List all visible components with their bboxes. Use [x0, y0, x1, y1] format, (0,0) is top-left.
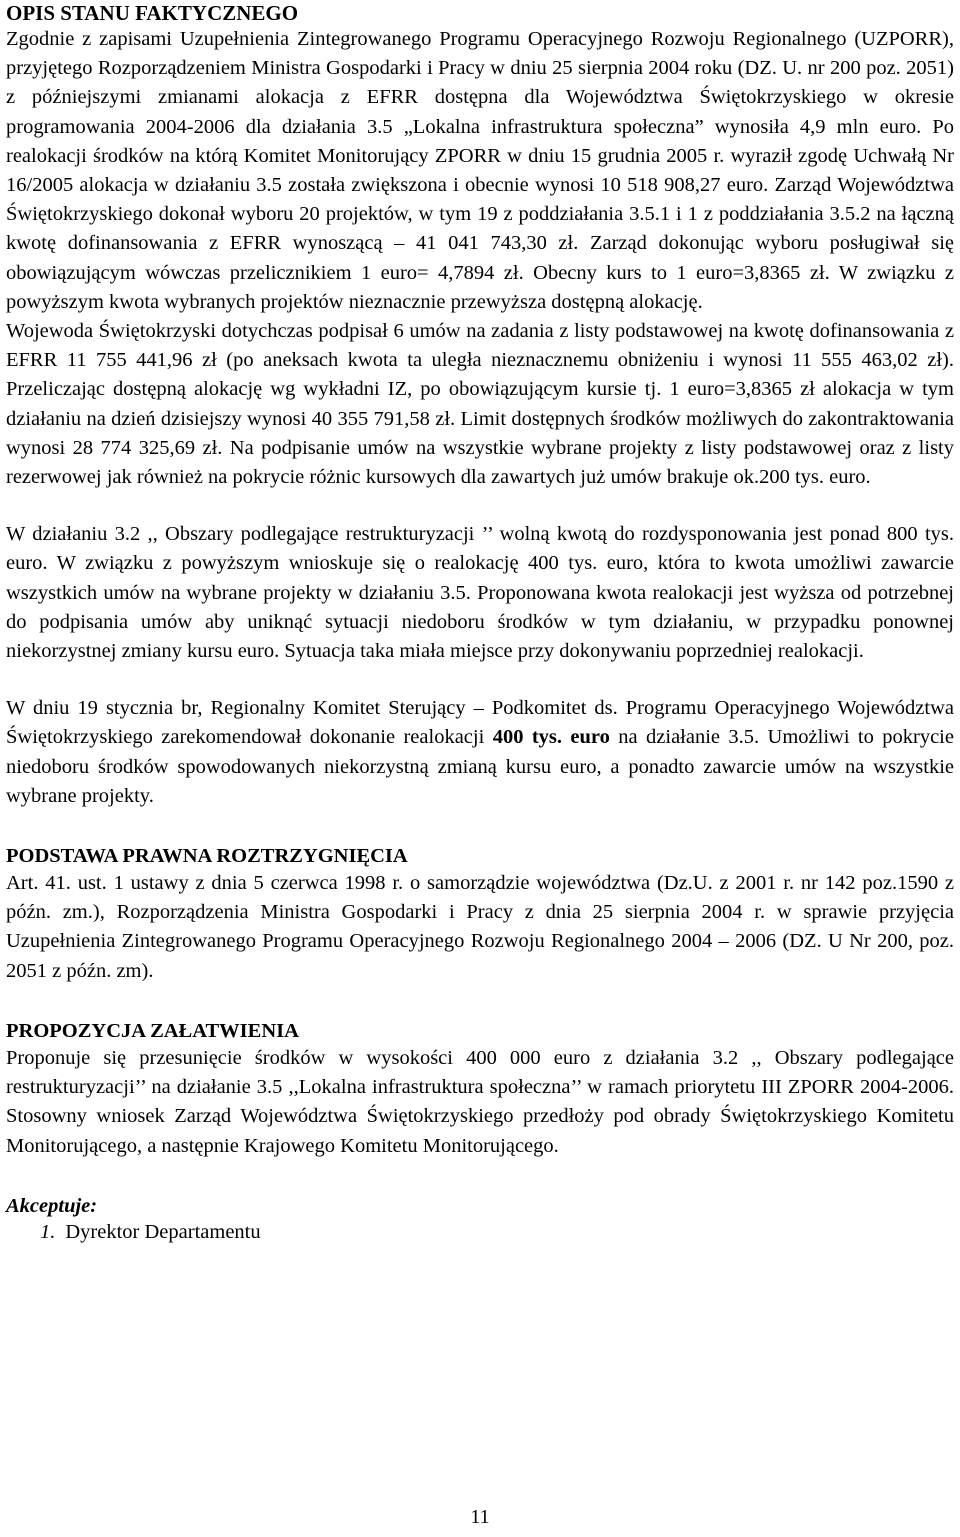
- paragraph-legal-basis: Art. 41. ust. 1 ustawy z dnia 5 czerwca 1998 r. o samorządzie województwa (Dz.U. z 2001 r. nr 142 poz.1590 z późn. zm.), Rozporządzenia Ministra Gospodarki i Pracy z dnia 25 sierpnia 2004 r. w sprawie przyjęcia Uzupełnienia Zintegrowanego Programu Operacyjnego Rozwoju Regionalnego 2004 – 2006 (DZ. U Nr 200, poz. 2051 z późn. zm).: [6, 872, 954, 982]
- accept-item-number: 1.: [40, 1220, 56, 1243]
- paragraph-status-4-a: W dniu 19 stycznia br, Regionalny Komitet Sterujący – Podkomitet ds. Programu Operacyjnego Województwa Świętokrzyskiego zarekomendował dokonanie realokacji: [6, 697, 954, 749]
- heading-proposal: PROPOZYCJA ZAŁATWIENIA: [6, 1019, 299, 1042]
- spacer: [6, 666, 954, 694]
- page-number: 11: [470, 1506, 490, 1528]
- accept-item-text: Dyrektor Departamentu: [65, 1220, 261, 1243]
- heading-legal-basis: PODSTAWA PRAWNA ROZTRZYGNIĘCIA: [6, 845, 408, 868]
- heading-status: OPIS STANU FAKTYCZNEGO: [6, 1, 299, 25]
- spacer: [6, 492, 954, 520]
- paragraph-status-1: Zgodnie z zapisami Uzupełnienia Zintegrowanego Programu Operacyjnego Rozwoju Regionalnego (UZPORR), przyjętego Rozporządzeniem Ministra Gospodarki i Pracy w dniu 25 sierpnia 2004 roku (DZ. U. nr 200 poz. 2051) z późniejszymi zmianami alokacja z EFRR dostępna dla Województwa Świętokrzyskiego w okresie programowania 2004-2006 dla działania 3.5 „Lokalna infrastruktura społeczna” wynosiła 4,9 mln euro. Po realokacji środków na którą Komitet Monitorujący ZPORR w dniu 15 grudnia 2005 r. wyraził zgodę Uchwałą Nr 16/2005 alokacja w działaniu 3.5 została zwiększona i obecnie wynosi 10 518 908,27 euro. Zarząd Województwa Świętokrzyskiego dokonał wyboru 20 projektów, w tym 19 z poddziałania 3.5.1 i 1 z poddziałania 3.5.2 na łączną kwotę dofinansowania z EFRR wynoszącą – 41 041 743,30 zł. Zarząd dokonując wyboru posługiwał się obowiązującym wówczas przelicznikiem 1 euro= 4,7894 zł. Obecny kurs to 1 euro=3,8365 zł. W związku z powyższym kwota wybranych projektów nieznacznie przewyższa dostępną alokację.: [6, 28, 954, 313]
- spacer: [6, 811, 954, 843]
- paragraph-status-2: Wojewoda Świętokrzyski dotychczas podpisał 6 umów na zadania z listy podstawowej na kwotę dofinansowania z EFRR 11 755 441,96 zł (po aneksach kwota ta uległa nieznacznemu obniżeniu i wynosi 11 555 463,02 zł). Przeliczając dostępną alokację wg wykładni IZ, po obowiązującym kursie tj. 1 euro=3,8365 zł alokacja w tym działaniu na dzień dzisiejszy wynosi 40 355 791,58 zł. Limit dostępnych środków możliwych do zakontraktowania wynosi 28 774 325,69 zł. Na podpisanie umów na wszystkie wybrane projekty z listy podstawowej oraz z listy rezerwowej jak również na pokrycie różnic kursowych dla zawartych już umów brakuje ok.200 tys. euro.: [6, 320, 954, 489]
- accept-heading: Akceptuje:: [6, 1194, 98, 1217]
- paragraph-status-3: W działaniu 3.2 ,, Obszary podlegające restrukturyzacji ’’ wolną kwotą do rozdysponowania jest ponad 800 tys. euro. W związku z powyższym wnioskuje się o realokację 400 tys. euro, która to kwota umożliwi zawarcie wszystkich umów na wybrane projekty w działaniu 3.5. Proponowana kwota realokacji jest wyższa od potrzebnej do podpisania umów aby uniknąć sytuacji niedoboru środków w tym działaniu, w przypadku ponownej niekorzystnej zmiany kursu euro. Sytuacja taka miała miejsce przy dokonywaniu poprzedniej realokacji.: [6, 523, 954, 663]
- paragraph-status-4-b: na działanie 3.5. Umożliwi to pokrycie niedoboru środków spowodowanych niekorzystną zmianą kursu euro, a ponadto zawarcie umów na wszystkie wybrane projekty.: [6, 726, 954, 807]
- paragraph-status-4: [6, 694, 954, 811]
- document-page: [6, 0, 954, 1245]
- spacer: [6, 1161, 954, 1193]
- spacer: [6, 986, 954, 1018]
- accept-item: [40, 1219, 954, 1245]
- paragraph-proposal: Proponuje się przesunięcie środków w wysokości 400 000 euro z działania 3.2 ,, Obszary podlegające restrukturyzacji’’ na działanie 3.5 ,,Lokalna infrastruktura społeczna’’ w ramach priorytetu III ZPORR 2004-2006. Stosowny wniosek Zarząd Województwa Świętokrzyskiego przedłoży pod obrady Świętokrzyskiego Komitetu Monitorującego, a następnie Krajowego Komitetu Monitorującego.: [6, 1046, 954, 1157]
- paragraph-status-4-bold: 400 tys. euro: [492, 726, 610, 749]
